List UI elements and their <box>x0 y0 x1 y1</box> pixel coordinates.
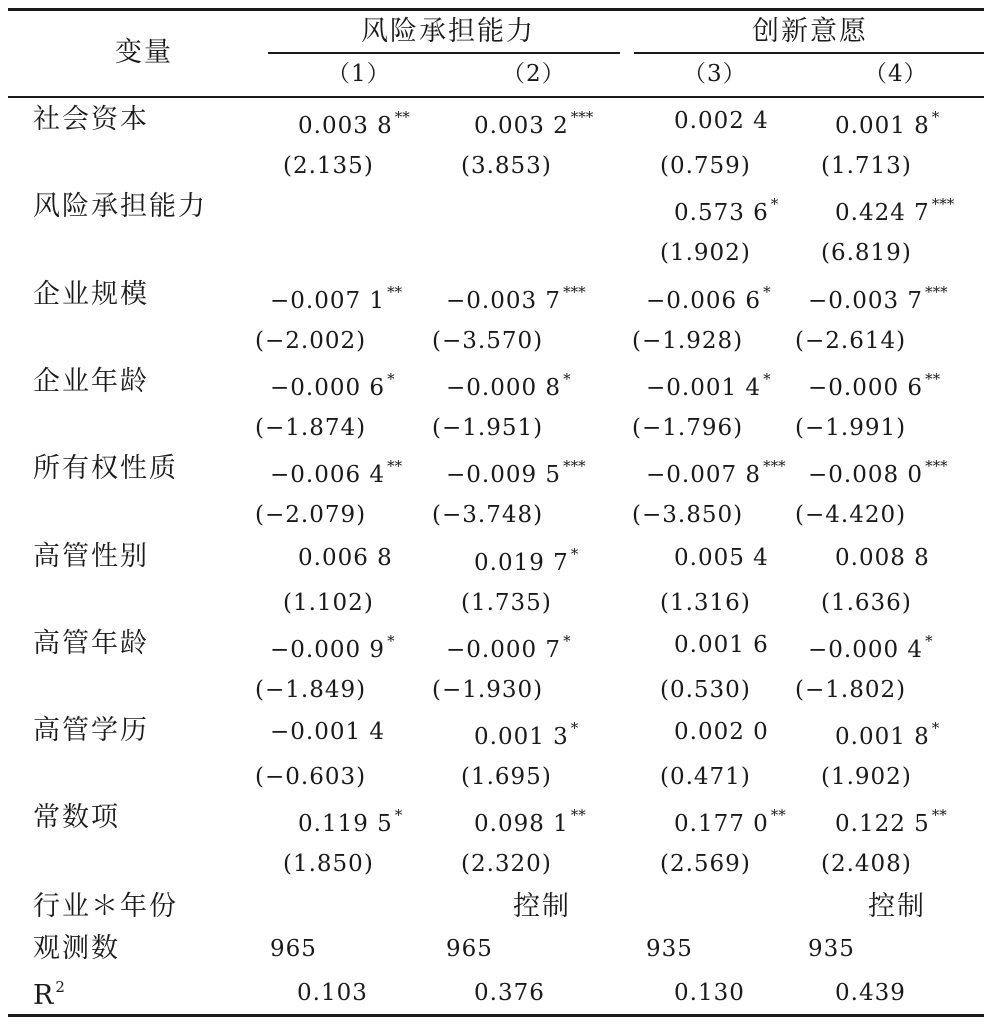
coefficient-value: −0.009 5 <box>446 462 562 488</box>
top-rule <box>8 8 984 11</box>
t-statistic-col-3: (−1.928) <box>632 328 744 354</box>
t-statistic-col-1: (2.135) <box>283 153 374 179</box>
coefficient-col-1 <box>270 459 402 487</box>
significance-stars: ** <box>387 457 403 475</box>
coefficient-col-4 <box>808 285 948 313</box>
coefficient-value: −0.006 6 <box>646 288 762 314</box>
coefficient-col-4 <box>808 372 940 400</box>
coefficient-col-2 <box>446 285 586 313</box>
t-statistic-col-4: (−1.802) <box>795 677 907 703</box>
coefficient-col-1 <box>270 372 395 400</box>
t-statistic-col-4: (−1.991) <box>795 415 907 441</box>
coefficient-col-3 <box>674 721 769 744</box>
coefficient-col-4 <box>808 459 948 487</box>
significance-stars: ** <box>394 108 410 126</box>
t-statistic-col-4: (1.713) <box>821 153 912 179</box>
coefficient-col-3 <box>674 197 778 225</box>
r-squared-superscript: 2 <box>55 978 67 996</box>
coefficient-value: −0.001 4 <box>646 375 762 401</box>
coefficient-col-4 <box>808 634 933 662</box>
observations-col-4: 935 <box>808 936 855 962</box>
t-statistic-col-1: (−1.874) <box>255 415 367 441</box>
row-label: 常数项 <box>33 802 120 833</box>
significance-stars: ** <box>925 370 941 388</box>
coefficient-col-1 <box>270 721 385 744</box>
t-statistic-col-1: (1.850) <box>283 851 374 877</box>
group1-underline <box>268 52 620 54</box>
row-label: 企业年龄 <box>33 366 149 397</box>
t-statistic-col-2: (−3.570) <box>432 328 544 354</box>
coefficient-value: −0.000 7 <box>446 637 562 663</box>
header-col-4: （4） <box>864 61 928 87</box>
t-statistic-col-4: (1.636) <box>821 590 912 616</box>
coefficient-value: 0.177 0 <box>674 811 769 837</box>
coefficient-col-3 <box>646 372 771 400</box>
coefficient-col-2 <box>474 110 593 138</box>
r-squared-col-1: 0.103 <box>297 980 368 1006</box>
header-col-3: （3） <box>683 61 747 87</box>
row-label: 风险承担能力 <box>33 191 207 222</box>
coefficient-value: −0.003 7 <box>808 288 924 314</box>
observations-col-3: 935 <box>646 936 693 962</box>
coefficient-value: −0.001 4 <box>270 719 386 745</box>
significance-stars: * <box>570 719 579 737</box>
coefficient-col-1 <box>270 285 402 313</box>
t-statistic-col-2: (−3.748) <box>432 502 544 528</box>
significance-stars: ** <box>570 806 586 824</box>
header-group-risk-taking: 风险承担能力 <box>361 16 535 47</box>
coefficient-col-2 <box>446 372 571 400</box>
coefficient-col-3 <box>674 634 769 657</box>
coefficient-value: −0.000 6 <box>270 375 386 401</box>
coefficient-value: −0.007 1 <box>270 288 386 314</box>
significance-stars: * <box>763 370 771 388</box>
significance-stars: * <box>931 108 940 126</box>
coefficient-value: 0.003 2 <box>474 113 569 139</box>
coefficient-col-2 <box>474 808 586 836</box>
coefficient-value: −0.000 4 <box>808 637 924 663</box>
row-label: 高管年龄 <box>33 628 149 659</box>
coefficient-col-1 <box>270 634 395 662</box>
observations-col-1: 965 <box>270 936 317 962</box>
coefficient-value: −0.007 8 <box>646 462 762 488</box>
coefficient-value: −0.000 8 <box>446 375 562 401</box>
t-statistic-col-3: (0.471) <box>660 764 751 790</box>
row-label: 企业规模 <box>33 279 149 310</box>
coefficient-value: 0.119 5 <box>298 811 393 837</box>
significance-stars: *** <box>570 108 594 126</box>
coefficient-value: 0.424 7 <box>835 200 930 226</box>
coefficient-col-1 <box>298 808 402 836</box>
coefficient-col-4 <box>835 808 947 836</box>
t-statistic-col-3: (−3.850) <box>632 502 744 528</box>
coefficient-value: 0.573 6 <box>674 200 769 226</box>
t-statistic-col-1: (−0.603) <box>255 764 367 790</box>
t-statistic-col-2: (−1.930) <box>432 677 544 703</box>
significance-stars: ** <box>931 806 947 824</box>
significance-stars: * <box>931 719 940 737</box>
r-squared-letter: R <box>33 980 56 1011</box>
t-statistic-col-4: (1.902) <box>821 764 912 790</box>
coefficient-col-1 <box>298 110 410 138</box>
significance-stars: * <box>387 632 395 650</box>
coefficient-col-4 <box>835 547 930 570</box>
coefficient-col-3 <box>674 110 769 133</box>
coefficient-value: 0.122 5 <box>835 811 930 837</box>
coefficient-value: 0.002 4 <box>674 108 769 134</box>
header-col-1: （1） <box>327 61 391 87</box>
t-statistic-col-1: (−2.079) <box>255 502 367 528</box>
t-statistic-col-4: (2.408) <box>821 851 912 877</box>
coefficient-value: −0.006 4 <box>270 462 386 488</box>
coefficient-value: 0.005 4 <box>674 545 769 571</box>
coefficient-value: −0.000 6 <box>808 375 924 401</box>
industry-year-control-risk: 控制 <box>513 891 571 922</box>
row-label-observations: 观测数 <box>33 933 120 964</box>
coefficient-col-2 <box>474 721 578 749</box>
observations-col-2: 965 <box>446 936 493 962</box>
coefficient-value: 0.001 8 <box>835 724 930 750</box>
significance-stars: * <box>387 370 395 388</box>
t-statistic-col-1: (1.102) <box>283 590 374 616</box>
header-rule <box>8 96 984 98</box>
header-col-2: （2） <box>502 61 566 87</box>
significance-stars: *** <box>931 195 955 213</box>
coefficient-value: 0.003 8 <box>298 113 393 139</box>
coefficient-value: 0.008 8 <box>835 545 930 571</box>
coefficient-col-3 <box>646 285 771 313</box>
significance-stars: *** <box>925 457 948 475</box>
significance-stars: * <box>563 370 571 388</box>
r-squared-col-3: 0.130 <box>674 980 745 1006</box>
t-statistic-col-1: (−1.849) <box>255 677 367 703</box>
coefficient-value: 0.019 7 <box>474 550 569 576</box>
coefficient-value: −0.000 9 <box>270 637 386 663</box>
t-statistic-col-3: (0.530) <box>660 677 751 703</box>
coefficient-value: 0.001 6 <box>674 632 769 658</box>
t-statistic-col-2: (1.695) <box>461 764 552 790</box>
significance-stars: *** <box>563 457 586 475</box>
header-variable: 变量 <box>115 37 173 68</box>
t-statistic-col-3: (−1.796) <box>632 415 744 441</box>
t-statistic-col-1: (−2.002) <box>255 328 367 354</box>
t-statistic-col-3: (1.902) <box>660 240 751 266</box>
significance-stars: *** <box>563 283 586 301</box>
coefficient-col-2 <box>446 459 586 487</box>
coefficient-col-4 <box>835 721 939 749</box>
significance-stars: * <box>563 632 571 650</box>
row-label: 高管性别 <box>33 541 149 572</box>
significance-stars: * <box>394 806 403 824</box>
significance-stars: * <box>570 545 579 563</box>
industry-year-control-innovation: 控制 <box>868 891 926 922</box>
coefficient-value: 0.001 3 <box>474 724 569 750</box>
coefficient-col-3 <box>674 547 769 570</box>
coefficient-col-3 <box>674 808 786 836</box>
significance-stars: * <box>925 632 933 650</box>
bottom-rule <box>8 1014 984 1017</box>
r-squared-col-2: 0.376 <box>474 980 545 1006</box>
header-group-innovation: 创新意愿 <box>752 16 868 47</box>
coefficient-col-4 <box>835 110 939 138</box>
coefficient-value: −0.003 7 <box>446 288 562 314</box>
coefficient-value: 0.006 8 <box>298 545 393 571</box>
group2-underline <box>634 52 984 54</box>
t-statistic-col-4: (−4.420) <box>795 502 907 528</box>
significance-stars: ** <box>770 806 786 824</box>
t-statistic-col-2: (3.853) <box>461 153 552 179</box>
row-label: 社会资本 <box>33 104 149 135</box>
significance-stars: *** <box>925 283 948 301</box>
coefficient-col-3 <box>646 459 786 487</box>
coefficient-value: −0.008 0 <box>808 462 924 488</box>
coefficient-value: 0.098 1 <box>474 811 569 837</box>
t-statistic-col-4: (−2.614) <box>795 328 907 354</box>
t-statistic-col-2: (1.735) <box>461 590 552 616</box>
row-label-r-squared <box>33 980 67 1009</box>
coefficient-value: 0.002 0 <box>674 719 769 745</box>
coefficient-value: 0.001 8 <box>835 113 930 139</box>
coefficient-col-2 <box>474 547 578 575</box>
t-statistic-col-3: (1.316) <box>660 590 751 616</box>
r-squared-col-4: 0.439 <box>835 980 906 1006</box>
coefficient-col-1 <box>298 547 393 570</box>
t-statistic-col-3: (0.759) <box>660 153 751 179</box>
row-label: 高管学历 <box>33 715 149 746</box>
coefficient-col-4 <box>835 197 954 225</box>
significance-stars: ** <box>387 283 403 301</box>
t-statistic-col-2: (−1.951) <box>432 415 544 441</box>
t-statistic-col-3: (2.569) <box>660 851 751 877</box>
t-statistic-col-4: (6.819) <box>821 240 912 266</box>
coefficient-col-2 <box>446 634 571 662</box>
significance-stars: *** <box>763 457 786 475</box>
row-label: 所有权性质 <box>33 453 178 484</box>
significance-stars: * <box>763 283 771 301</box>
row-label-industry-year: 行业＊年份 <box>33 891 178 922</box>
t-statistic-col-2: (2.320) <box>461 851 552 877</box>
significance-stars: * <box>770 195 779 213</box>
